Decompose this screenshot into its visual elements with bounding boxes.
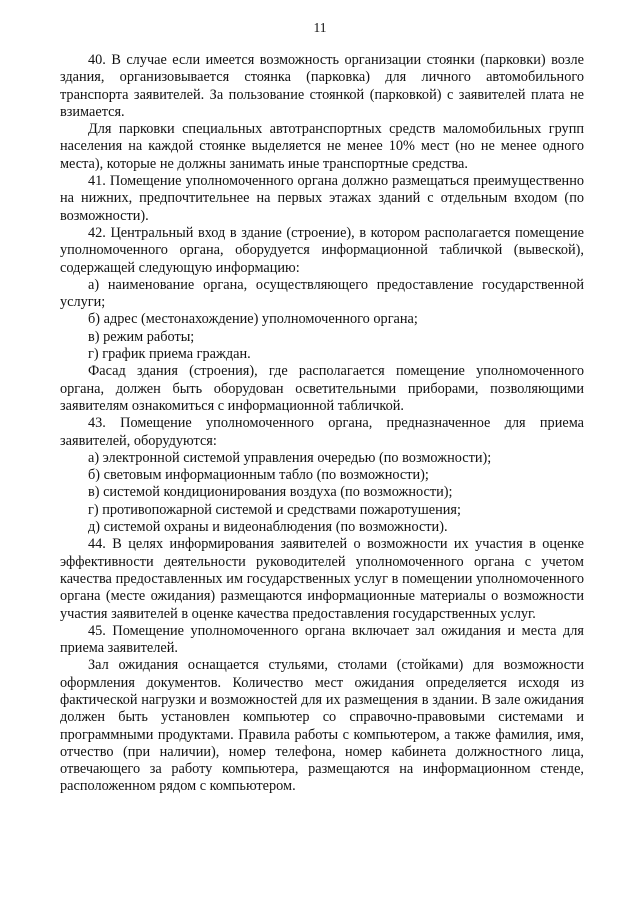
- list-item-43-d: г) противопожарной системой и средствами пожаротушения;: [88, 501, 461, 518]
- list-item-43-a: а) электронной системой управления очередью (по возможности);: [88, 449, 492, 466]
- paragraph-43: 43. Помещение уполномоченного органа, предназначенное для приема заявителей, оборудуются:: [60, 415, 584, 449]
- list-item-42-b: б) адрес (местонахождение) уполномоченного органа;: [88, 311, 418, 328]
- paragraph-41: 41. Помещение уполномоченного органа должно размещаться преимущественно на нижних, предпочтительнее на первых этажах зданий с отдельным входом (по возможности).: [60, 173, 584, 224]
- paragraph-waiting-hall: Зал ожидания оснащается стульями, столами (стойками) для возможности оформления документов. Количество мест ожидания определяется исходя из фактической нагрузки и возможностей для их размещения в здании. В зале ожидания должен быть установлен компьютер со справочно-правовыми системами и программными продуктами. Правила работы с компьютером, а также фамилия, имя, отчество (при наличии), номер телефона, номер кабинета должностного лица, отвечающего за работу компьютера, размещаются на информационном стенде, расположенном рядом с компьютером.: [60, 657, 584, 795]
- document-body: [60, 52, 584, 796]
- list-item-42-c: в) режим работы;: [88, 328, 195, 345]
- paragraph-40: 40. В случае если имеется возможность организации стоянки (парковки) возле здания, организовывается стоянка (парковка) для личного автомобильного транспорта заявителей. За пользование стоянкой (парковкой) с заявителей плата не взимается.: [60, 52, 584, 120]
- list-item-43-e: д) системой охраны и видеонаблюдения (по возможности).: [88, 519, 448, 536]
- paragraph-45: 45. Помещение уполномоченного органа включает зал ожидания и места для приема заявителей.: [60, 622, 584, 657]
- list-item-42-a: а) наименование органа, осуществляющего предоставление государственной услуги;: [60, 276, 584, 311]
- paragraph-44: 44. В целях информирования заявителей о возможности их участия в оценке эффективности деятельности руководителей уполномоченного органа с учетом качества предоставленных им государственных услуг в помещении уполномоченного органа (месте ожидания) размещаются информационные материалы о возможности участия заявителей в оценке качества предоставления государственных услуг.: [60, 536, 584, 622]
- paragraph-facade: Фасад здания (строения), где располагается помещение уполномоченного органа, должен быть оборудован осветительными приборами, позволяющими заявителям ознакомиться с информационной табличкой.: [60, 363, 584, 414]
- list-item-43-c: в) системой кондиционирования воздуха (по возможности);: [88, 484, 453, 501]
- paragraph-42: 42. Центральный вход в здание (строение), в котором располагается помещение уполномоченного органа, оборудуется информационной табличкой (вывеской), содержащей следующую информацию:: [60, 224, 584, 276]
- list-item-43-b: б) световым информационным табло (по возможности);: [88, 467, 429, 484]
- list-item-42-d: г) график приема граждан.: [88, 346, 251, 363]
- page-number: 11: [313, 20, 327, 35]
- paragraph-parking-disabled: Для парковки специальных автотранспортных средств маломобильных групп населения на каждой стоянке выделяется не менее 10% мест (но не менее одного места), которые не должны занимать иные транспортные средства.: [60, 121, 584, 172]
